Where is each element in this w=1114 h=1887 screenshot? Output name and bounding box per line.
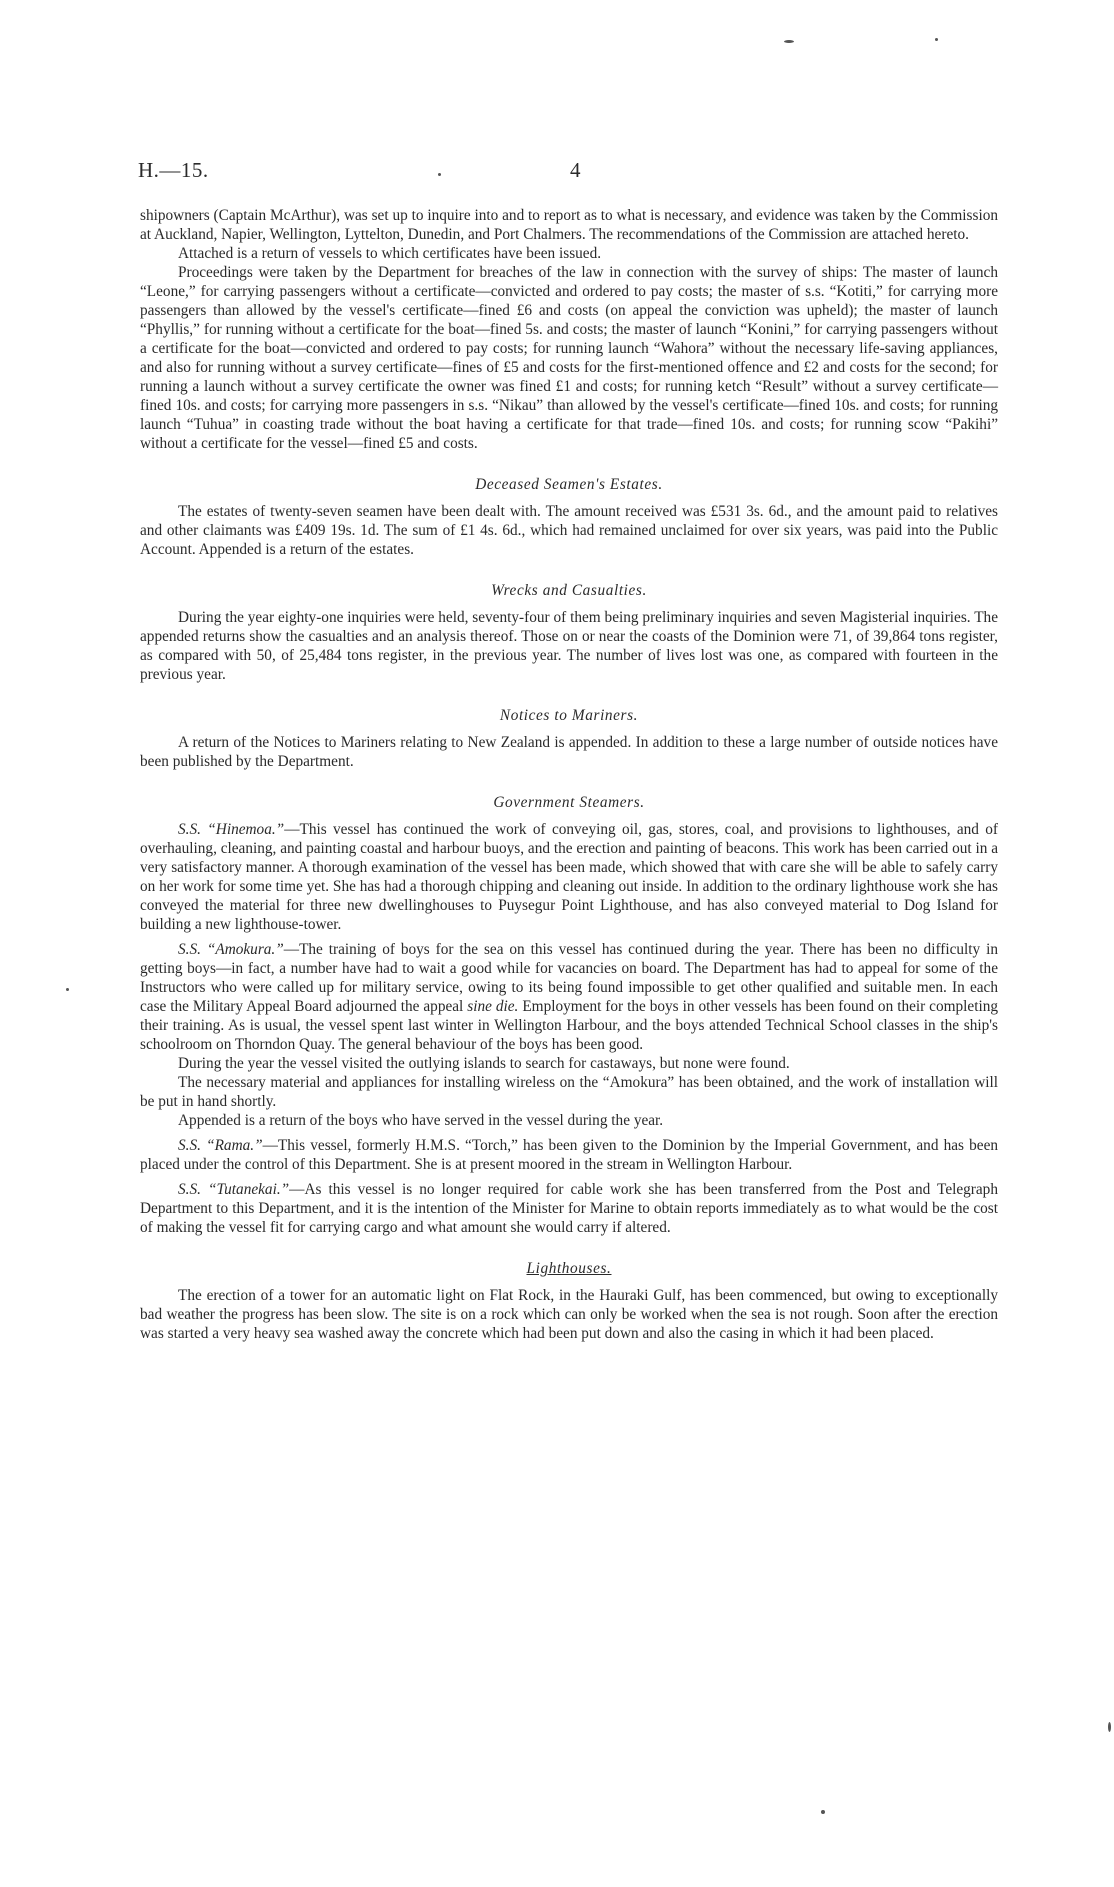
paragraph: During the year eighty-one inquiries were held, seventy-four of them being preliminary inquiries and seven Magisterial inquiries. The appended returns show the casualties and an analysis thereof. Those on or near the coasts of the Dominion were 71, of 39,864 tons register, as compared with 50, of 25,484 tons register, in the previous year. The number of lives lost was one, as compared with fourteen in the previous year. (140, 609, 998, 683)
section-heading-text: Lighthouses. (526, 1260, 612, 1277)
latin-phrase: sine die. (467, 998, 519, 1015)
vessel-name: S.S. “Amokura.” (178, 941, 284, 958)
scan-speck (1108, 1722, 1111, 1732)
paragraph-text: —This vessel, formerly H.M.S. “Torch,” has been given to the Dominion by the Imperial Government, and has been placed under the control of this Department. She is at present moored in the stream in Wellington Harbour. (140, 1137, 999, 1173)
paragraph-amokura (140, 940, 998, 1054)
vessel-name: S.S. “Tutanekai.” (178, 1181, 290, 1198)
section-heading: Wrecks and Casualties. (491, 582, 647, 599)
paragraph-text: —The training of boys for the sea on this vessel has continued during the year. There has been no difficulty in getting boys—in fact, a number have had to wait a good while for vacancies on board. The Department has had to appeal for some of the Instructors who were called up for military service, owing to its being found impossible to get other qualified and suitable men. In each case the Military Appeal Board adjourned the appeal (140, 941, 998, 1015)
scan-speck (66, 988, 69, 991)
paragraph: Appended is a return of the boys who have served in the vessel during the year. (178, 1112, 664, 1129)
paragraph-hinemoa (140, 820, 998, 934)
section-heading: Deceased Seamen's Estates. (475, 476, 663, 493)
paragraph: The estates of twenty-seven seamen have been dealt with. The amount received was £531 3s. 6d., and the amount paid to relatives and other claimants was £409 19s. 1d. The sum of £1 4s. 6d., which had remained unclaimed for over six years, was paid into the Public Account. Appended is a return of the estates. (140, 503, 998, 558)
document-body (140, 206, 998, 1343)
paragraph-text: Employment for the boys in other vessels has been found on their completing their training. As is usual, the vessel spent last winter in Wellington Harbour, and the boys attended Technical School classes in the ship's schoolroom on Thorndon Quay. The general behaviour of the boys has been good. (140, 998, 998, 1053)
document-reference: H.—15. (138, 158, 209, 182)
paragraph: During the year the vessel visited the outlying islands to search for castaways, but none were found. (178, 1055, 790, 1072)
paragraph-tutanekai (140, 1180, 998, 1237)
scan-speck (438, 173, 441, 176)
vessel-name: S.S. “Hinemoa.” (178, 821, 285, 838)
paragraph: A return of the Notices to Mariners relating to New Zealand is appended. In addition to these a large number of outside notices have been published by the Department. (140, 734, 998, 770)
paragraph: shipowners (Captain McArthur), was set up to inquire into and to report as to what is necessary, and evidence was taken by the Commission at Auckland, Napier, Wellington, Lyttelton, Dunedin, and Port Chalmers. The recommendations of the Commission are attached hereto. (140, 207, 998, 243)
scan-speck (821, 1810, 825, 1814)
paragraph: Attached is a return of vessels to which certificates have been issued. (178, 245, 602, 262)
section-heading: Government Steamers. (493, 794, 645, 811)
paragraph-rama (140, 1136, 998, 1174)
page-number: 4 (570, 158, 581, 182)
section-heading (140, 1259, 998, 1278)
paragraph-text: —This vessel has continued the work of conveying oil, gas, stores, coal, and provisions to lighthouses, and of overhauling, cleaning, and painting coastal and harbour buoys, and the erection and painting of beacons. This work has been carried out in a very satisfactory manner. A thorough examination of the vessel has been made, which showed that with care she will be able to safely carry on her work for some time yet. She has had a thorough chipping and cleaning out inside. In addition to the ordinary lighthouse work she has conveyed the material for three new dwellinghouses to Puysegur Point Lighthouse, and has also conveyed material to Dog Island for building a new lighthouse-tower. (140, 821, 999, 933)
paragraph: The necessary material and appliances for installing wireless on the “Amokura” has been obtained, and the work of installation will be put in hand shortly. (140, 1074, 998, 1110)
paragraph-text: —As this vessel is no longer required for cable work she has been transferred from the Post and Telegraph Department to this Department, and it is the intention of the Minister for Marine to obtain reports immediately as to what would be the cost of making the vessel fit for carrying cargo and what amount she would carry if altered. (140, 1181, 998, 1236)
paragraph: Proceedings were taken by the Department for breaches of the law in connection with the survey of ships: The master of launch “Leone,” for carrying passengers without a certificate—convicted and ordered to pay costs; the master of s.s. “Kotiti,” for carrying more passengers than allowed by the vessel's certificate—fined £6 and costs (on appeal the conviction was upheld); the master of launch “Phyllis,” for running without a certificate for the boat—fined 5s. and costs; the master of launch “Konini,” for carrying passengers without a certificate for the boat—convicted and ordered to pay costs; for running launch “Wahora” without the necessary life-saving appliances, and also for running without a survey certificate—fines of £5 and costs for the first-mentioned offence and £2 and costs for the second; for running a launch without a survey certificate the owner was fined £1 and costs; for running ketch “Result” without a survey certificate—fined 10s. and costs; for carrying more passengers in s.s. “Nikau” than allowed by the vessel's certificate—fined 10s. and costs; for running launch “Tuhua” in coasting trade without the boat having a certificate for that trade—fined 10s. and costs; for running scow “Pakihi” without a certificate for the vessel—fined £5 and costs. (140, 264, 998, 452)
scan-speck (784, 40, 794, 43)
paragraph: The erection of a tower for an automatic light on Flat Rock, in the Hauraki Gulf, has been commenced, but owing to exceptionally bad weather the progress has been slow. The site is on a rock which can only be worked when the sea is not rough. Soon after the erection was started a very heavy sea washed away the concrete which had been put down and also the casing in which it had been placed. (140, 1287, 998, 1342)
scan-speck (935, 38, 938, 41)
section-heading: Notices to Mariners. (499, 707, 639, 724)
vessel-name: S.S. “Rama.” (178, 1137, 263, 1154)
